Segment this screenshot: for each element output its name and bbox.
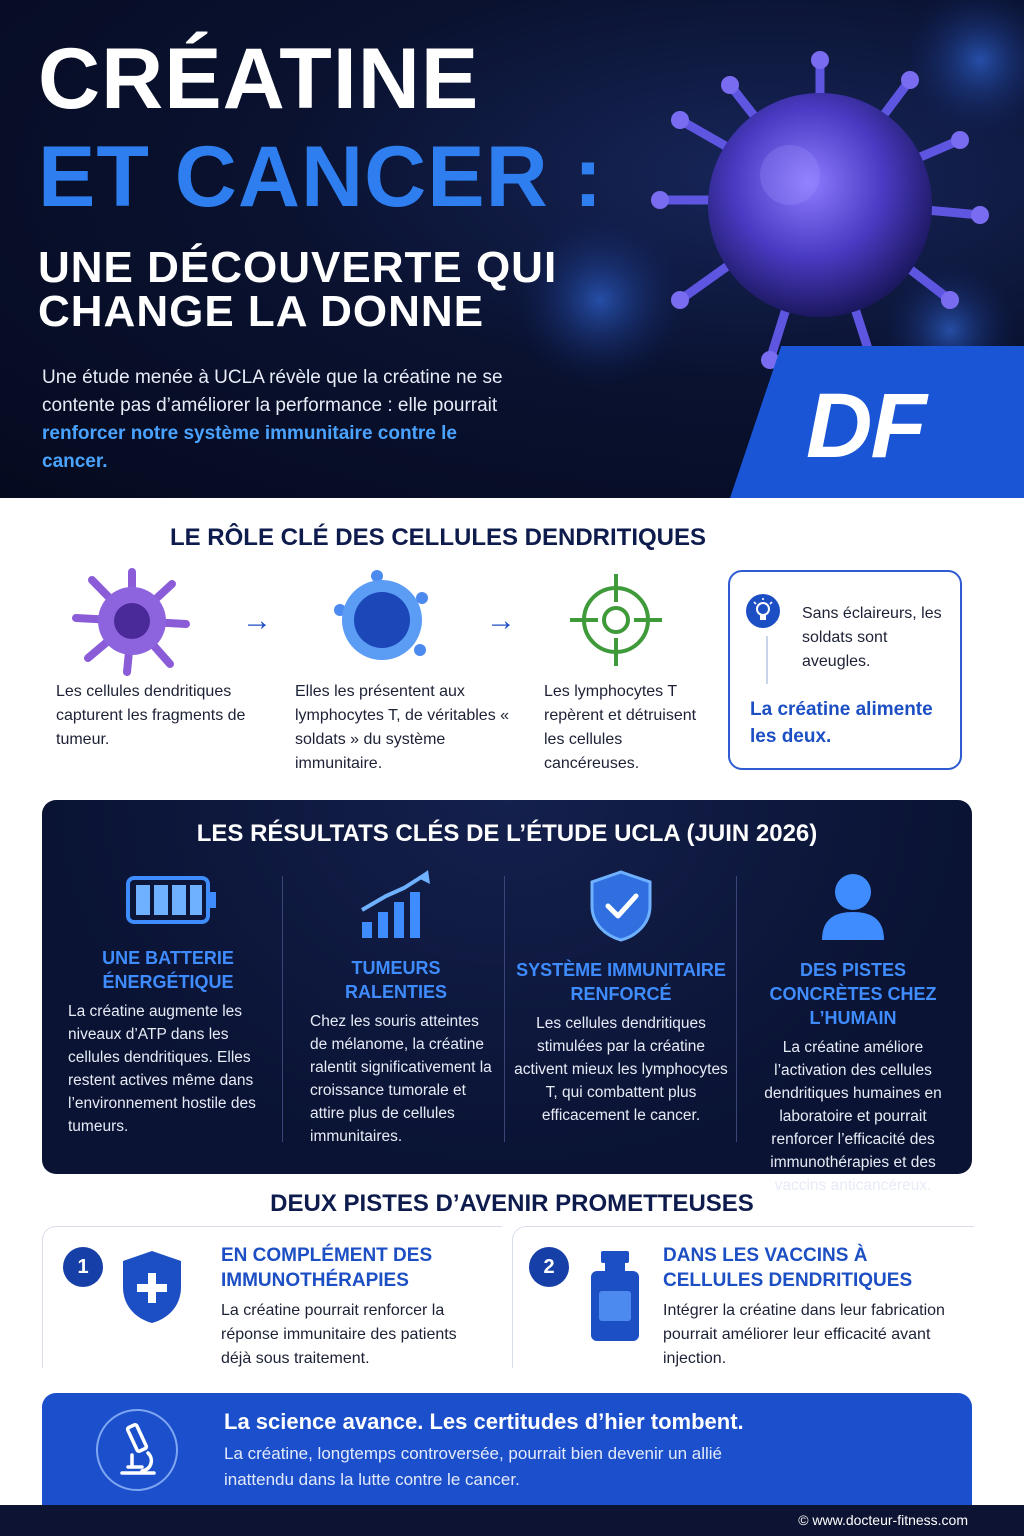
callout-highlight: La créatine alimente les deux.	[750, 699, 933, 747]
vial-icon	[587, 1249, 643, 1345]
result-text: La créatine augmente les niveaux d’ATP dans les cellules dendritiques. Elles restent actives même dans l’environnement hostile des tumeurs.	[68, 1003, 256, 1135]
result-item	[300, 870, 492, 1148]
result-title: UNE BATTERIE ÉNERGÉTIQUE	[102, 948, 234, 992]
person-icon	[818, 870, 888, 942]
card-title: DANS LES VACCINS À CELLULES DENDRITIQUES	[663, 1245, 913, 1291]
card-text: Intégrer la créatine dans leur fabrication pourrait améliorer leur efficacité avant injection.	[663, 1302, 945, 1367]
footer-bar	[0, 1505, 1024, 1536]
card-number-badge: 1	[63, 1247, 103, 1287]
column-divider	[504, 876, 505, 1142]
results-title: LES RÉSULTATS CLÉS DE L’ÉTUDE UCLA (JUIN 2026)	[196, 820, 818, 847]
intro-prefix: Une étude menée à UCLA révèle que la créatine ne se contente pas d’améliorer la performance : elle pourrait	[42, 367, 503, 416]
result-text: Les cellules dendritiques stimulées par la créatine activent mieux les lymphocytes T, qui combattent plus efficacement le cancer.	[514, 1015, 728, 1124]
title-line-2: ET CANCER :	[38, 129, 604, 225]
result-item	[514, 870, 728, 1127]
result-title: TUMEURS RALENTIES	[344, 958, 447, 1002]
card-title: EN COMPLÉMENT DES IMMUNOTHÉRAPIES	[221, 1245, 433, 1291]
step-2-text: Elles les présentent aux lymphocytes T, de véritables « soldats » du système immunitaire.	[295, 683, 510, 772]
step-1-text: Les cellules dendritiques capturent les fragments de tumeur.	[56, 683, 246, 748]
microscope-icon	[96, 1409, 178, 1491]
hero-section	[0, 0, 1024, 498]
battery-icon	[124, 870, 220, 930]
result-text: La créatine améliore l’activation des cellules dendritiques humaines en laboratoire et pourrait renforcer l’efficacité des immunothérapies et des vaccins anticancéreux.	[764, 1039, 942, 1194]
flow-arrow: →	[486, 604, 516, 637]
shield-check-icon	[586, 870, 656, 942]
logo-text: DF	[806, 375, 925, 477]
t-cell-icon	[332, 568, 432, 668]
intro-highlight: renforcer notre système immunitaire contre le cancer.	[42, 423, 457, 472]
banner-text: La créatine, longtemps controversée, pourrait bien devenir un allié inattendu dans la lutte contre le cancer.	[224, 1444, 723, 1489]
result-title: DES PISTES CONCRÈTES CHEZ L’HUMAIN	[769, 960, 937, 1028]
callout-divider	[766, 636, 768, 684]
future-section-title: DEUX PISTES D’AVENIR PROMETTEUSES	[270, 1190, 754, 1217]
role-section-title: LE RÔLE CLÉ DES CELLULES DENDRITIQUES	[169, 524, 707, 551]
shield-plus-icon	[119, 1249, 185, 1325]
conclusion-banner	[42, 1393, 972, 1505]
card-number-badge: 2	[529, 1247, 569, 1287]
future-card	[512, 1226, 974, 1368]
result-title: SYSTÈME IMMUNITAIRE RENFORCÉ	[516, 960, 726, 1004]
callout-text: Sans éclaireurs, les soldats sont aveugles.	[802, 605, 942, 670]
step-3-text: Les lymphocytes T repèrent et détruisent les cellules cancéreuses.	[544, 683, 697, 772]
column-divider	[282, 876, 283, 1142]
target-icon	[568, 572, 664, 668]
card-text: La créatine pourrait renforcer la réponse immunitaire des patients déjà sous traitement.	[221, 1302, 457, 1367]
subtitle: UNE DÉCOUVERTE QUI CHANGE LA DONNE	[38, 243, 558, 336]
result-item	[68, 870, 268, 1138]
future-card	[42, 1226, 502, 1368]
dendritic-cell-icon	[72, 566, 192, 676]
footer-link[interactable]: © www.docteur-fitness.com	[798, 1512, 968, 1528]
result-item	[748, 870, 958, 1197]
callout-box	[728, 570, 962, 770]
results-panel	[42, 800, 972, 1194]
lightbulb-icon	[746, 594, 780, 628]
title-line-1: CRÉATINE	[38, 31, 480, 127]
flow-arrow: →	[242, 604, 272, 637]
result-text: Chez les souris atteintes de mélanome, la créatine ralentit significativement la croissance tumorale et attire plus de cellules immunitaires.	[310, 1013, 492, 1145]
growth-chart-icon	[356, 870, 436, 940]
intro-text	[42, 364, 512, 476]
banner-title: La science avance. Les certitudes d’hier tombent.	[224, 1409, 744, 1434]
column-divider	[736, 876, 737, 1142]
